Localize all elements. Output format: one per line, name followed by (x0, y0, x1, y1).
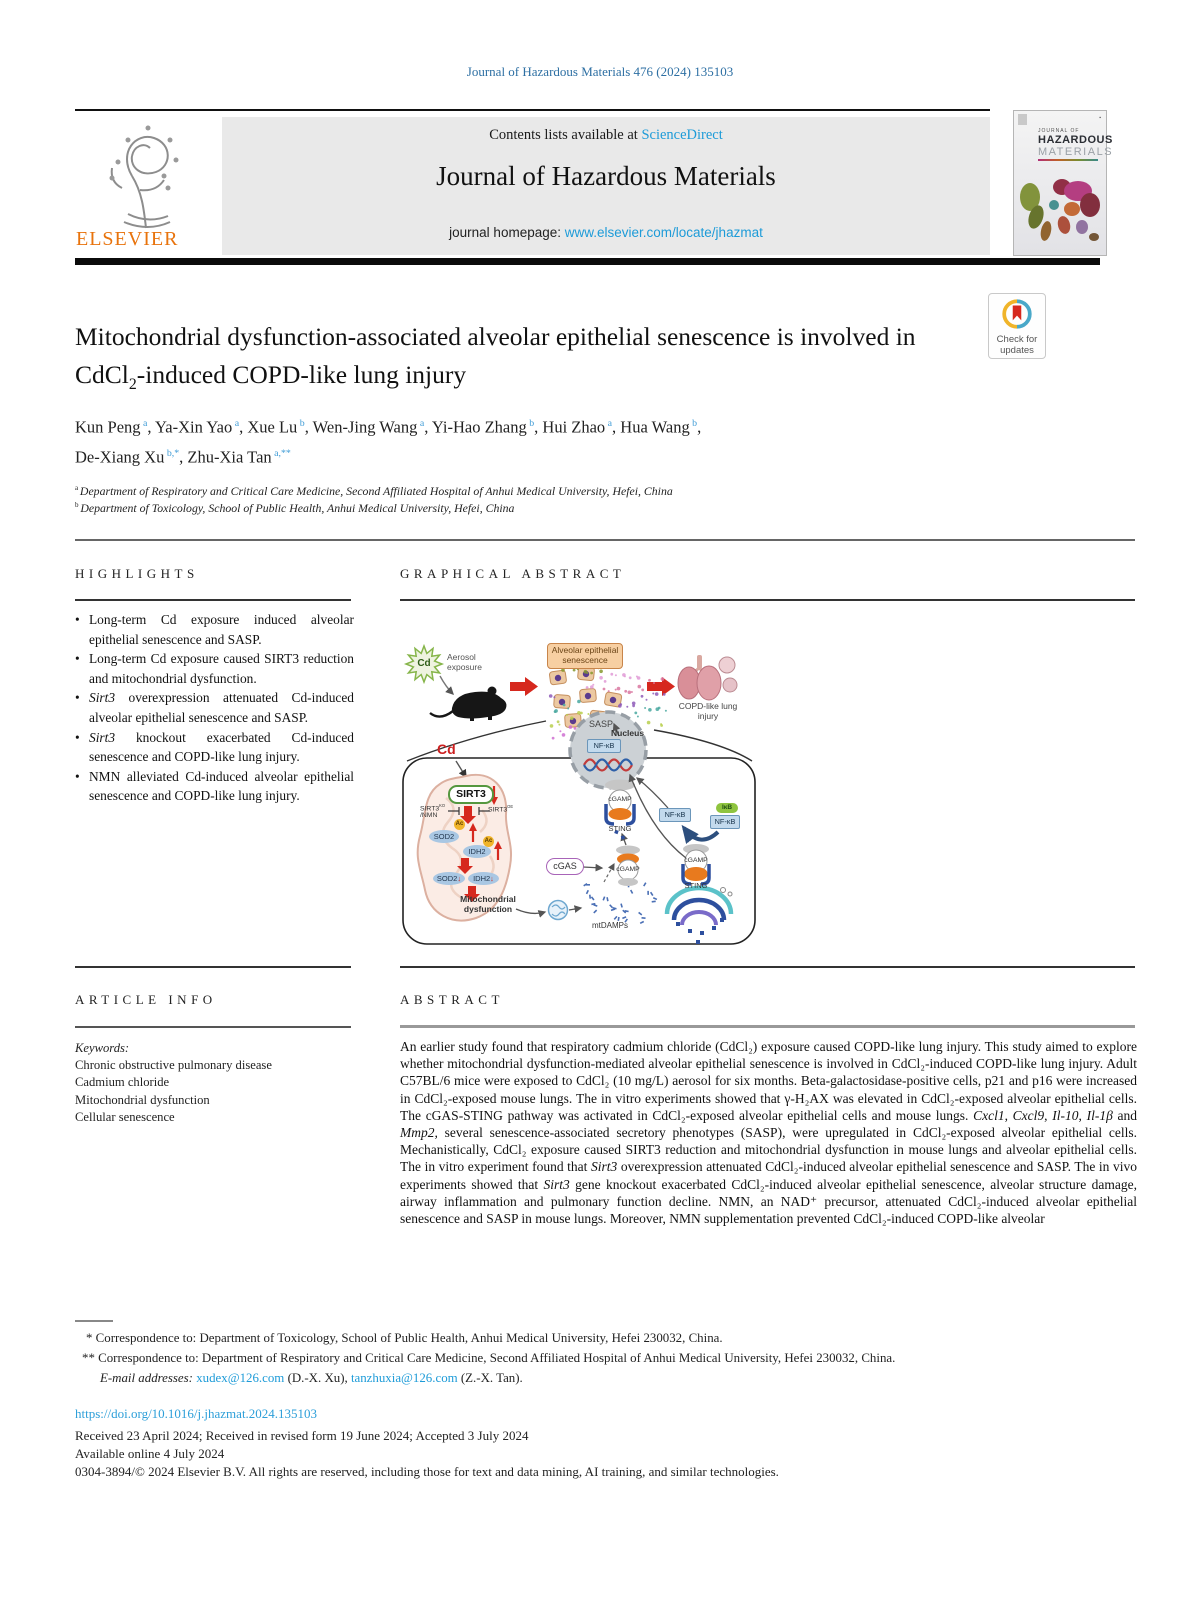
nfkb-nucleus-label: NF-κB (587, 739, 621, 753)
homepage-line: journal homepage: www.elsevier.com/locate/jhazmat (449, 225, 763, 240)
bullet-icon: • (75, 690, 80, 706)
arrow-exposure-to-senescence (510, 677, 538, 696)
idh2-down-label: IDH2↓ (468, 872, 499, 885)
abstract-top-rule (400, 966, 1135, 968)
badge-line2: updates (1000, 344, 1034, 356)
highlights-rule (75, 599, 351, 601)
bullet-icon: • (75, 651, 80, 667)
elsevier-tree-logo (78, 118, 213, 230)
affiliation-a: $^a$ Department of Respiratory and Critical Care Medicine, Second Affiliated Hospital of Anhui Medical University, Hefei, China (75, 483, 673, 498)
badge-line1: Check for (996, 334, 1038, 345)
sasp-label: SASP (588, 719, 613, 729)
authors-line-1: Kun Peng $^a$, Ya-Xin Yao $^a$, Xue Lu $^b$, Wen-Jing Wang $^a$, Yi-Hao Zhang $^b$, Hui Zhao $^a$, Hua Wang $^b$, (75, 417, 702, 437)
correspondence-2: ** Correspondence to: Department of Respiratory and Critical Care Medicine, Second Affiliated Hospital of Anhui Medical University, Hefei 230032, China. (82, 1351, 896, 1365)
highlight-text: Sirt3 overexpression attenuated Cd-induced alveolar epithelial senescence and SASP. (89, 690, 354, 725)
highlight-text: Long-term Cd exposure induced alveolar epithelial senescence and SASP. (89, 612, 354, 647)
bullet-icon: • (75, 768, 80, 784)
article-info-rule (75, 1026, 351, 1028)
doi-link[interactable]: https://doi.org/10.1016/j.jhazmat.2024.135103 (75, 1406, 318, 1421)
email-link-tan[interactable]: tanzhuxia@126.com (350, 1371, 458, 1385)
journal-title: Journal of Hazardous Materials (436, 161, 776, 191)
masthead-top-rule (75, 109, 990, 111)
sirt3-ko-label: $SIRT3^{KO}$ (420, 803, 446, 813)
section-top-rule (75, 539, 1135, 541)
acetyl-badge: Ac (454, 819, 465, 830)
contents-line: Contents lists available at ScienceDirect (489, 127, 723, 143)
graphical-abstract-header: GRAPHICAL ABSTRACT (400, 566, 626, 581)
sod2-label: SOD2 (429, 830, 459, 843)
footnote-rule (75, 1320, 113, 1322)
exposure-arrow (440, 676, 453, 694)
graphical-abstract-rule (400, 599, 1135, 601)
correspondence-1: * Correspondence to: Department of Toxicology, School of Public Health, Anhui Medical University, Hefei 230032, China. (86, 1331, 723, 1345)
homepage-link[interactable]: www.elsevier.com/locate/jhazmat (564, 225, 763, 240)
nfkb-free-label: NF-κB (659, 808, 691, 822)
masthead-bottom-bar (75, 258, 1100, 265)
bullet-icon: • (75, 729, 80, 745)
keyword: Chronic obstructive pulmonary disease (75, 1058, 272, 1073)
article-info-header: ARTICLE INFO (75, 992, 217, 1007)
sting-label: STING (684, 881, 708, 890)
nfkb-bound-label: NF-κB (710, 815, 740, 829)
article-title: Mitochondrial dysfunction-associated alveolar epithelial senescence is involved in CdCl$_2$-induced COPD-like lung injury (75, 322, 916, 394)
masthead-banner (222, 117, 990, 255)
cover-elsevier-mark (1018, 114, 1027, 125)
keywords-label: Keywords: (75, 1041, 130, 1055)
cgamp-label: cGAMP (608, 796, 632, 803)
cover-materials: MATERIALS (1038, 146, 1114, 158)
authors-line-2: De-Xiang Xu $^{b,*}$, Zhu-Xia Tan $^{a,**}$ (75, 447, 291, 467)
highlight-item (75, 728, 354, 767)
cover-color-strip (1038, 159, 1098, 161)
mito-dysfunction-label: Mitochondrial dysfunction (460, 894, 516, 914)
article-info-top-rule (75, 966, 351, 968)
cgamp-label: cGAMP (684, 857, 708, 864)
nmn-label: /NMN (420, 812, 438, 819)
highlight-item (75, 610, 354, 649)
cd-inner-label: Cd (437, 741, 456, 757)
alveolar-senescence-label: Alveolar epithelial senescence (547, 643, 623, 669)
keyword: Cadmium chloride (75, 1075, 170, 1090)
cover-tiny-text: ▪ (1099, 115, 1102, 121)
abstract-rule (400, 1025, 1135, 1028)
sting-label: STING (608, 824, 632, 833)
keyword: Cellular senescence (75, 1109, 175, 1124)
sirt3-label: SIRT3 (448, 785, 494, 804)
journal-citation: Journal of Hazardous Materials 476 (2024) 135103 (466, 64, 734, 79)
cover-world-map (1016, 165, 1104, 251)
received-dates: Received 23 April 2024; Received in revised form 19 June 2024; Accepted 3 July 2024 (75, 1428, 529, 1443)
sciencedirect-link[interactable]: ScienceDirect (641, 127, 723, 143)
abstract-text: An earlier study found that respiratory cadmium chloride (CdCl₂) exposure caused COPD-like lung injury. This study aimed to explore whether mitochondrial dysfunction-mediated alveolar epithelial senescence is involved in CdCl₂-induced COPD-like lung injury. Adult C57BL/6 mice were exposed to CdCl₂ (10 mg/L) aerosol for six months. Beta-galactosidase-positive cells, p21 and p16 were increased in CdCl₂-exposed mouse lungs. The in vitro experiments showed that γ-H₂AX was elevated in CdCl₂-exposed alveolar epithelial cells. The cGAS-STING pathway was activated in CdCl₂-exposed alveolar epithelial cells and mouse lungs. Cxcl1, Cxcl9, Il-10, Il-1β and Mmp2, several senescence-associated secretory phenotypes (SASP), were upregulated in CdCl₂-exposed alveolar epithelial cells. Mechanistically, CdCl₂ exposure caused SIRT3 reduction and mitochondrial dysfunction in mouse lungs and alveolar epithelial cells. The in vitro experiment found that Sirt3 overexpression attenuated CdCl₂-induced alveolar epithelial senescence and SASP. The in vivo experiments showed that Sirt3 gene knockout exacerbated CdCl₂-induced alveolar epithelial senescence, alveolar structure damage, airway inflammation and pulmonary function decline. NMN, an NAD⁺ precursor, attenuated CdCl₂-induced alveolar epithelial senescence and SASP in mouse lungs. Moreover, NMN supplementation prevented CdCl₂-induced COPD-like alveolar (400, 1039, 1137, 1227)
cgamp-label: cGAMP (616, 866, 640, 873)
highlights-list (75, 610, 354, 806)
email-link-xu[interactable]: xudex@126.com (196, 1371, 285, 1385)
mouse-icon (430, 687, 506, 722)
cgas-label: cGAS (546, 858, 584, 875)
mtdamps-label: mtDAMPs (592, 921, 628, 930)
idh2-label: IDH2 (463, 845, 491, 858)
cd-starburst-label: Cd (417, 658, 431, 669)
lungs-icon (678, 655, 737, 700)
keywords-block (75, 1040, 365, 1126)
graphical-abstract-figure (400, 618, 1140, 963)
nucleus-label: Nucleus (611, 728, 645, 738)
available-online: Available online 4 July 2024 (75, 1446, 225, 1461)
email-addresses: E-mail addresses: xudex@126.com (D.-X. Xu), tanzhuxia@126.com (Z.-X. Tan). (100, 1371, 523, 1385)
highlight-text: Long-term Cd exposure caused SIRT3 reduction and mitochondrial dysfunction. (89, 651, 354, 686)
elsevier-wordmark: ELSEVIER (76, 228, 179, 250)
cover-journal-of: JOURNAL OF (1038, 128, 1080, 134)
abstract-header: ABSTRACT (400, 992, 504, 1007)
highlight-item (75, 688, 354, 727)
check-for-updates-badge[interactable] (988, 293, 1046, 359)
sirt3-oe-label: $SIRT3^{OE}$ (488, 804, 514, 814)
check-updates-icon (1001, 298, 1033, 330)
cover-hazardous: HAZARDOUS (1038, 134, 1113, 146)
aerosol-exposure-label: Aerosol exposure (447, 652, 482, 672)
issn-copyright: 0304-3894/© 2024 Elsevier B.V. All rights are reserved, including those for text and data mining, AI training, and similar technologies. (75, 1464, 779, 1479)
highlight-text: Sirt3 knockout exacerbated Cd-induced senescence and COPD-like lung injury. (89, 729, 354, 765)
highlight-item (75, 649, 354, 688)
ikb-label: IκB (716, 803, 738, 813)
highlight-item (75, 767, 354, 806)
highlight-text: NMN alleviated Cd-induced alveolar epithelial senescence and COPD-like lung injury. (89, 768, 354, 804)
highlights-header: HIGHLIGHTS (75, 566, 199, 581)
affiliation-b: $^b$ Department of Toxicology, School of Public Health, Anhui Medical University, Hefei, China (75, 500, 515, 515)
damaged-mitochondrion-icon (549, 901, 568, 920)
keyword: Mitochondrial dysfunction (75, 1092, 210, 1107)
acetyl-badge: Ac (483, 836, 494, 847)
bullet-icon: • (75, 612, 80, 627)
journal-cover-thumbnail[interactable] (1013, 110, 1114, 256)
copd-label: COPD-like lung injury (678, 701, 738, 721)
sod2-down-label: SOD2↓ (433, 872, 465, 885)
